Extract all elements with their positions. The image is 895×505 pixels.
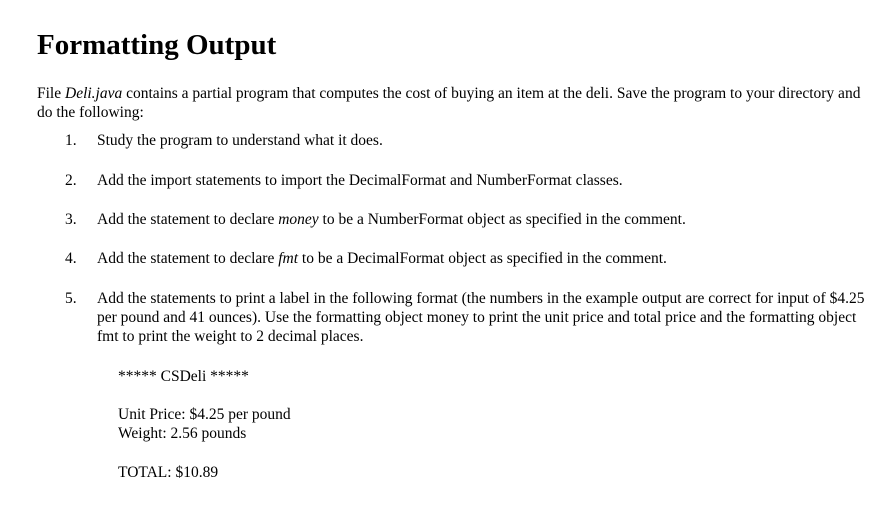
- step-emphasis-fmt: fmt: [278, 250, 299, 267]
- step-number: 5.: [65, 290, 77, 307]
- sample-output-unit-price: Unit Price: $4.25 per pound: [118, 406, 291, 423]
- step-text: Study the program to understand what it does.: [97, 132, 383, 149]
- intro-text-after: contains a partial program that computes the cost of buying an item at the deli. Save the program to your directory and do the following:: [37, 85, 861, 121]
- step-text: [97, 249, 875, 268]
- step-number: 2.: [65, 172, 77, 189]
- step-text: Add the statements to print a label in the following format (the numbers in the example output are correct for input of $4.25 per pound and 41 ounces). Use the formatting object money to print the unit price and total price and the formatting object fmt to print the weight to 2 decimal places.: [97, 290, 865, 345]
- step-text: Add the import statements to import the DecimalFormat and NumberFormat classes.: [97, 172, 623, 189]
- step-text-after: to be a DecimalFormat object as specified in the comment.: [298, 250, 667, 267]
- step-number: 3.: [65, 211, 77, 228]
- intro-filename: Deli.java: [65, 85, 123, 102]
- step-text-before: Add the statement to declare: [97, 250, 279, 267]
- intro-paragraph: [37, 84, 867, 122]
- sample-output-header: ***** CSDeli *****: [118, 368, 249, 385]
- step-text-after: to be a NumberFormat object as specified in the comment.: [318, 211, 686, 228]
- step-number: 4.: [65, 250, 77, 267]
- page-title: Formatting Output: [37, 29, 277, 61]
- step-text: [97, 210, 875, 229]
- step-emphasis-money: money: [278, 211, 319, 228]
- sample-output-weight: Weight: 2.56 pounds: [118, 425, 247, 442]
- step-text-before: Add the statement to declare: [97, 211, 279, 228]
- intro-text-before: File: [37, 85, 65, 102]
- sample-output-total: TOTAL: $10.89: [118, 464, 219, 481]
- step-number: 1.: [65, 132, 77, 149]
